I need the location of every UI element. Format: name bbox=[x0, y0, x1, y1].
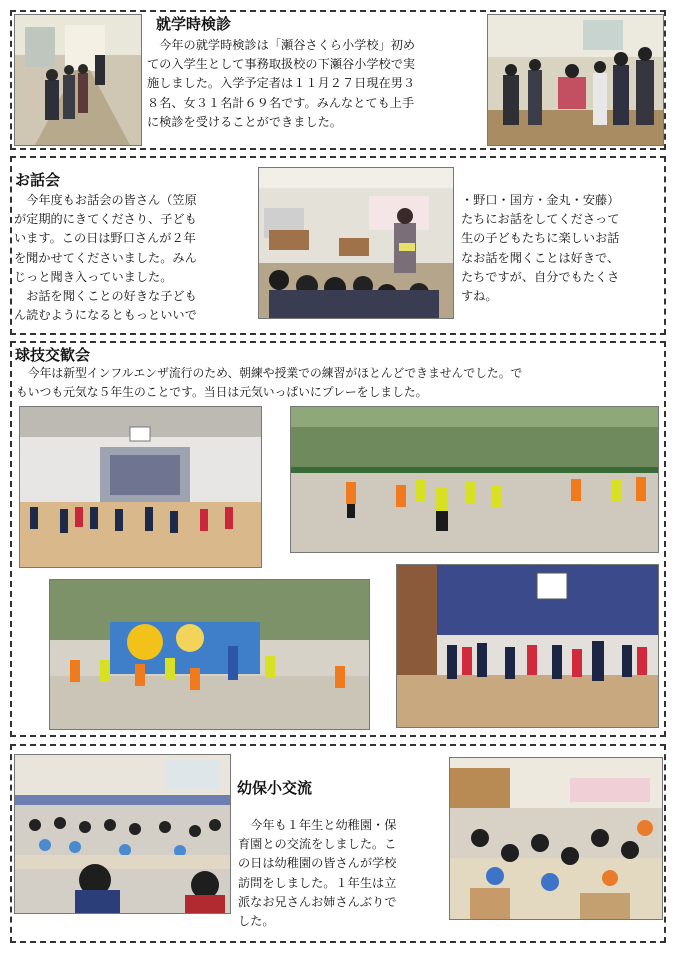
text-line: した。 bbox=[238, 914, 275, 929]
photo-ballgame-field-1 bbox=[290, 406, 659, 553]
section-body-storytelling-right bbox=[461, 191, 619, 306]
text-line: 育園との交流をしました。こ bbox=[238, 837, 397, 852]
text-line: 派なお兄さんお姉さんぶりで bbox=[238, 894, 397, 909]
section-body-storytelling-left bbox=[14, 191, 197, 325]
section-title-ballgame: 球技交歓会 bbox=[15, 346, 91, 364]
photo-checkup-classroom bbox=[487, 14, 664, 146]
section-body-kindergarten bbox=[238, 816, 396, 931]
text-line: に検診を受けることができました。 bbox=[147, 114, 342, 129]
text-line: 今年度もお話会の皆さん（笠原 bbox=[14, 193, 197, 207]
text-line: ん読むようになるともっといいで bbox=[14, 308, 197, 323]
section-title-kindergarten: 幼保小交流 bbox=[237, 779, 313, 797]
text-line: たちにお話をしてくださって bbox=[461, 212, 620, 227]
photo-ballgame-field-2 bbox=[49, 579, 370, 730]
text-line: 施しました。入学予定者は１１月２７日現在男３ bbox=[147, 76, 416, 91]
text-line: います。この日は野口さんが２年 bbox=[14, 231, 196, 246]
text-line: の日は幼稚園の皆さんが学校 bbox=[238, 856, 397, 871]
text-line: 今年の就学時検診は「瀬谷さくら小学校」初め bbox=[147, 38, 416, 52]
text-line: 今年も１年生と幼稚園・保 bbox=[238, 818, 397, 832]
text-line: もいつも元気な５年生のことです。当日は元気いっぱいにプレーをしました。 bbox=[16, 385, 428, 400]
text-line: を聞かせてくださいました。みん bbox=[14, 250, 197, 265]
photo-storytelling bbox=[258, 167, 454, 319]
section-title-storytelling: お話会 bbox=[15, 171, 61, 189]
photo-kindergarten-activity bbox=[449, 757, 663, 920]
text-line: お話を聞くことの好きな子ども bbox=[14, 289, 197, 304]
photo-kindergarten-classroom bbox=[14, 754, 231, 914]
photo-ballgame-gym-2 bbox=[396, 564, 659, 728]
text-line: たちですが、自分でもたくさ bbox=[461, 269, 620, 284]
text-line: じっと聞き入っていました。 bbox=[14, 269, 173, 284]
text-line: 今年は新型インフルエンザ流行のため、朝練や授業での練習がほとんどできませんでした。で bbox=[16, 366, 523, 380]
section-body-ballgame bbox=[16, 364, 522, 402]
text-line: なお話を聞くことは好きで、 bbox=[461, 250, 620, 265]
text-line: ての入学生として事務取扱校の下瀬谷小学校で実 bbox=[147, 57, 416, 72]
photo-ballgame-gym-1 bbox=[19, 406, 262, 568]
photo-checkup-hallway bbox=[14, 14, 142, 146]
text-line: 訪問をしました。１年生は立 bbox=[238, 875, 397, 890]
section-body-checkup bbox=[147, 36, 415, 132]
text-line: すね。 bbox=[461, 289, 498, 304]
text-line: が定期的にきてくださり、子ども bbox=[14, 212, 197, 227]
text-line: ８名、女３１名計６９名です。みんなとても上手 bbox=[147, 95, 415, 110]
text-line: ・野口・国方・金丸・安藤） bbox=[461, 193, 620, 207]
text-line: 生の子どもたちに楽しいお話 bbox=[461, 231, 620, 246]
section-title-checkup: 就学時検診 bbox=[156, 15, 232, 33]
